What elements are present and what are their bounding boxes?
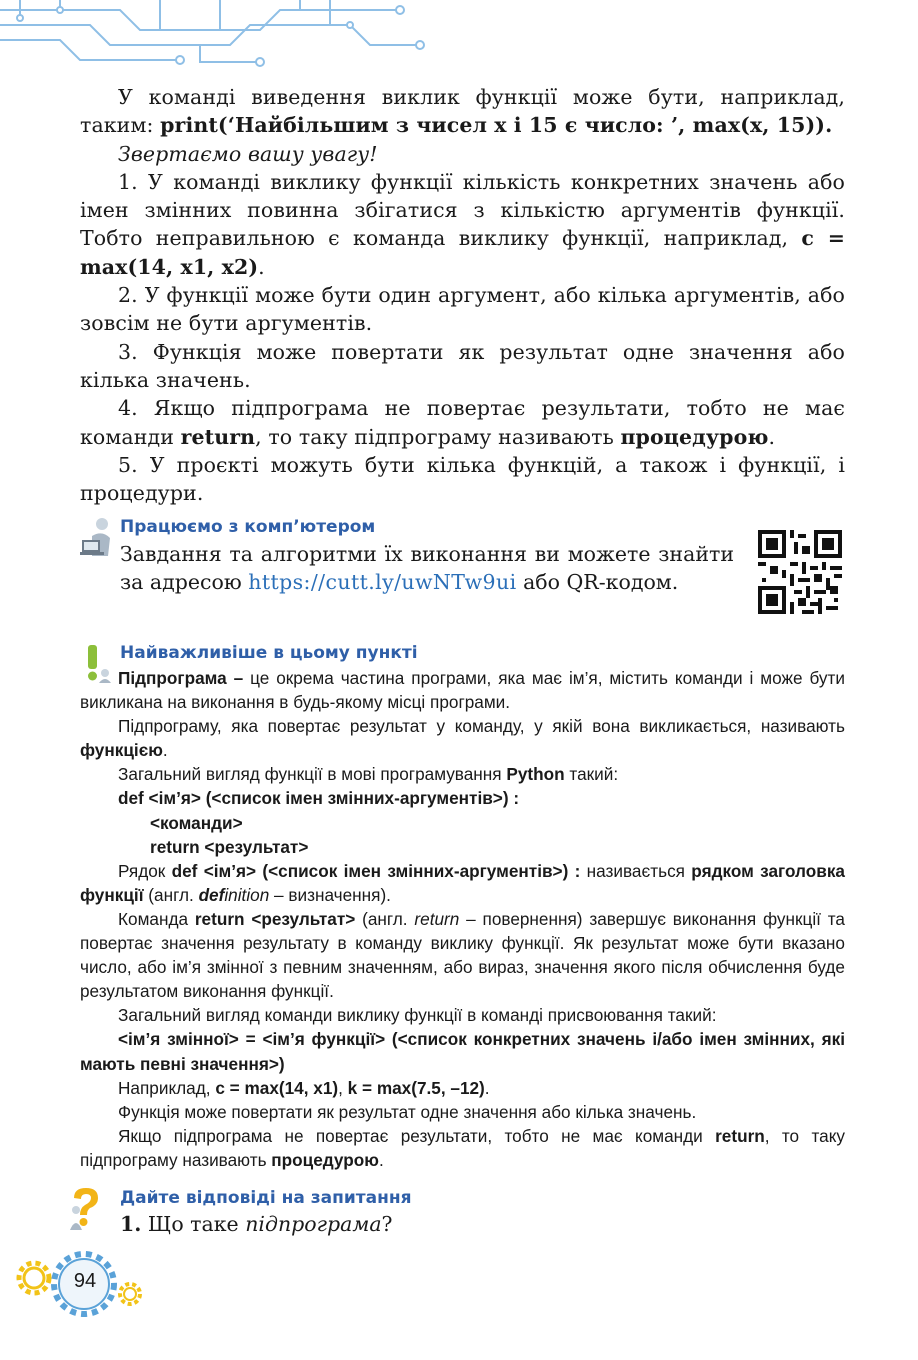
summary-return: Команда return <результат> (англ. return – повернення) завершує виконання функції та повертає значення результату в команду виклику функції. Як результат може бути вказано число, або ім’я змінної з певним значенням, або вираз, значення якого після обчислення буде результатом виконання функції. [80,908,845,1002]
summary-header-line: Рядок def <ім’я> (<список імен змінних-аргументів>) : називається рядком заголовка функції (англ. definition – визначення). [80,860,845,905]
note-item-1: 1. У команді виклику функції кількість конкретних значень або імен змінних повинна збігатися з кількістю аргументів функції. Тобто неправильною є команда виклику функції, наприклад, c = max(14, x1, x2). [80,169,845,279]
question-icon [66,1186,106,1232]
page-number: 94 [73,1270,97,1292]
summary-function-definition: Підпрограму, яка повертає результат у команду, у якій вона викликається, називають функцією. [80,716,845,761]
summary-procedure: Якщо підпрограма не повертає результати, тобто не має команди return, то таку підпрограму називають процедурою. [80,1125,845,1170]
computer-section-text: Завдання та алгоритми їх виконання ви можете знайти за адресою https://cutt.ly/uwNTw9ui або QR-кодом. [120,542,734,595]
computer-section-heading: Працюємо з комп’ютером [120,517,376,537]
code-return-line: return <результат> [150,836,309,857]
summary-call-form: Загальний вигляд команди виклику функції в команді присвоювання такий: [118,1005,717,1026]
question-1: 1. Що таке підпрограма? [120,1212,393,1236]
computer-user-icon [80,516,116,562]
summary-section-heading: Найважливіше в цьому пункті [120,643,418,663]
summary-example: Наприклад, c = max(14, x1), k = max(7.5, –12). [118,1077,490,1098]
note-item-4: 4. Якщо підпрограма не повертає результати, тобто не має команди return, то таку підпрограму називають процедурою. [80,396,845,449]
questions-section-heading: Дайте відповіді на запитання [120,1188,412,1208]
task-link[interactable]: https://cutt.ly/uwNTw9ui [248,570,517,595]
circuit-decoration [0,0,430,70]
qr-code [758,530,842,614]
summary-python-form: Загальний вигляд функції в мові програмування Python такий: [118,764,619,785]
intro-paragraph: У команді виведення виклик функції може бути, наприклад, таким: print(‘Найбільшим з чисел x і 15 є число: ’, max(x, 15)). [80,85,845,138]
code-commands-line: <команди> [150,812,243,833]
code-def-line: def <ім’я> (<список імен змінних-аргументів>) : [118,788,520,809]
summary-definition: Підпрограма – це окрема частина програми, яка має ім’я, містить команди і може бути викликана на виконання в будь-якому місці програми. [80,668,845,713]
summary-text [80,666,845,1172]
note-item-5: 5. У проєкті можуть бути кілька функцій, а також і функції, і процедури. [80,452,845,506]
summary-call-syntax: <ім’я змінної> = <ім’я функції> (<список конкретних значень і/або імен змінних, які мають певні значення>) [80,1029,845,1074]
note-item-2: 2. У функції може бути один аргумент, або кілька аргументів, або зовсім не бути аргументів. [80,283,845,336]
intro-text [80,83,845,507]
note-item-3: 3. Функція може повертати як результат одне значення або кілька значень. [80,339,845,392]
summary-multi-return: Функція може повертати як результат одне значення або кілька значень. [118,1101,697,1122]
attention-note: Звертаємо вашу увагу! [118,141,378,166]
